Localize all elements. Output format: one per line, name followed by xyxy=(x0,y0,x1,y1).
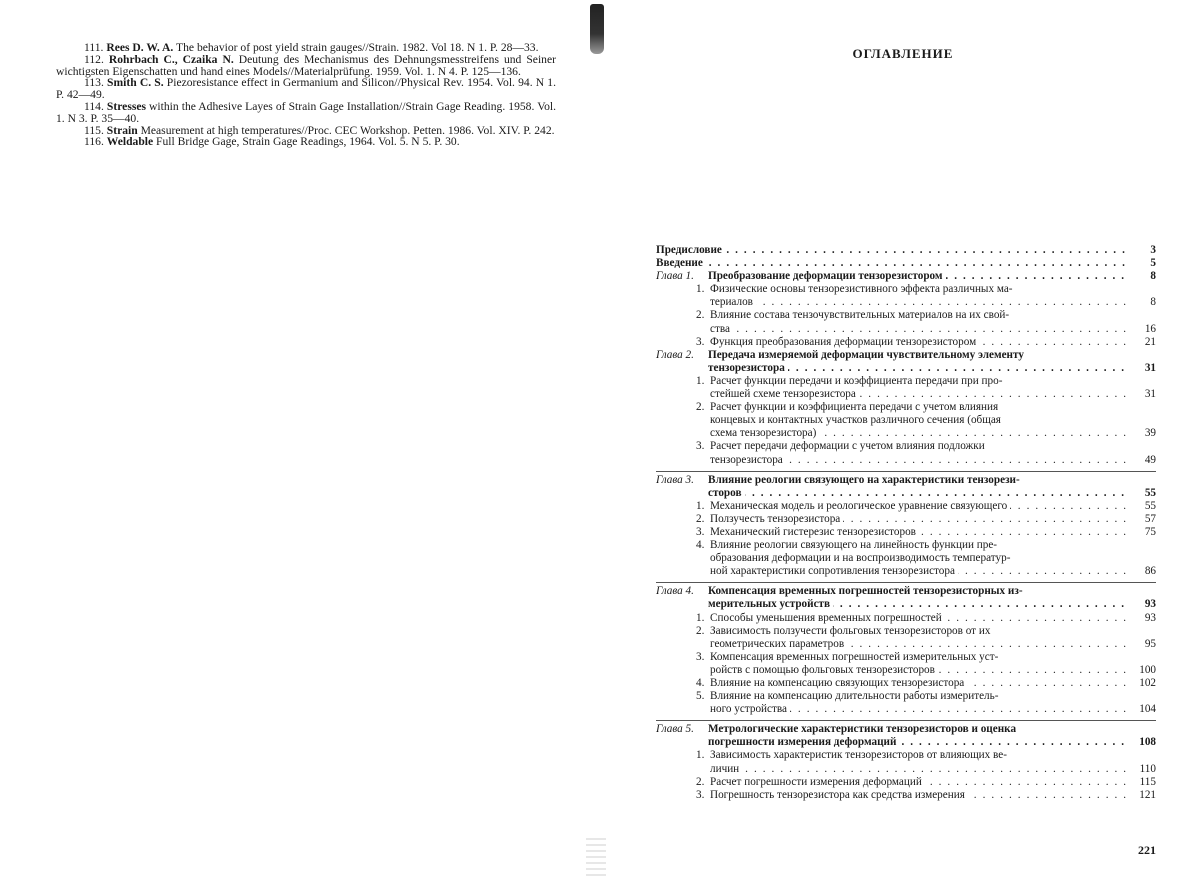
section-title-line: Влияние реологии связующего на линейность функции пре- xyxy=(710,539,998,552)
toc-entry-text xyxy=(710,388,1130,401)
section-title xyxy=(710,336,1156,349)
toc-entry-text xyxy=(710,500,1130,513)
toc-page-number: 86 xyxy=(1144,565,1156,578)
section-title-last-line[interactable] xyxy=(710,323,1156,336)
toc-section[interactable] xyxy=(656,651,1156,677)
reference-author: Rees D. W. A. xyxy=(106,41,174,54)
toc-page-number: 110 xyxy=(1139,762,1156,775)
toc-page-number: 75 xyxy=(1144,525,1156,538)
toc-section[interactable] xyxy=(656,309,1156,335)
chapter-title xyxy=(708,723,1156,749)
section-title-last-line[interactable] xyxy=(710,763,1156,776)
section-number: 2. xyxy=(696,309,705,322)
toc-section[interactable] xyxy=(656,336,1156,349)
toc-page-number: 16 xyxy=(1144,322,1156,335)
section-title-last-line[interactable] xyxy=(710,638,1156,651)
chapter-divider xyxy=(656,471,1156,472)
section-title-line: Зависимость характеристик тензорезисторов от влияющих ве- xyxy=(710,749,1007,762)
reference-text xyxy=(56,101,556,125)
gutter-scan-noise xyxy=(586,838,606,878)
toc-entry-label: Погрешность тензорезистора как средства измерения xyxy=(710,789,968,801)
toc-entry-text xyxy=(710,638,1130,651)
toc-entry-label: Преобразование деформации тензорезистором xyxy=(708,270,946,282)
reference-number: 111. xyxy=(84,41,107,54)
section-title-last-line[interactable] xyxy=(710,789,1156,802)
section-title-last-line[interactable] xyxy=(710,565,1156,578)
section-title xyxy=(710,789,1156,802)
toc-entry-label: схема тензорезистора) xyxy=(710,427,819,439)
section-number: 3. xyxy=(696,650,705,663)
toc-page-number: 104 xyxy=(1139,703,1156,716)
section-title xyxy=(710,612,1156,625)
reference-item xyxy=(56,54,556,78)
toc-chapter xyxy=(656,474,1156,579)
toc-entry-text xyxy=(710,427,1130,440)
toc-entry-label: Механический гистерезис тензорезисторов xyxy=(710,526,919,538)
section-number: 2. xyxy=(696,624,705,637)
section-number: 3. xyxy=(696,788,705,801)
reference-item xyxy=(56,101,556,125)
section-title-line: Зависимость ползучести фольговых тензорезисторов от их xyxy=(710,624,991,637)
toc-page-number: 8 xyxy=(1150,270,1156,283)
section-title xyxy=(710,776,1156,789)
toc-entry-text xyxy=(710,612,1130,625)
toc-entry-text xyxy=(710,776,1130,789)
toc-entry-label: тензорезистора xyxy=(710,454,786,466)
section-title-last-line[interactable] xyxy=(710,427,1156,440)
toc-entry-label: Способы уменьшения временных погрешностей xyxy=(710,612,945,624)
toc-page-number: 100 xyxy=(1139,663,1156,676)
toc-page-number: 31 xyxy=(1144,361,1156,374)
chapter-title xyxy=(708,270,1156,283)
toc-entry-text xyxy=(656,257,1130,270)
reference-author: Strain xyxy=(106,123,138,137)
toc-entry-text xyxy=(710,513,1130,526)
toc-entry-label: Расчет погрешности измерения деформаций xyxy=(710,776,925,788)
section-title xyxy=(710,440,1156,466)
toc-page-number: 5 xyxy=(1150,257,1156,270)
toc-entry-label: стейшей схеме тензорезистора xyxy=(710,388,859,400)
toc-section[interactable] xyxy=(656,690,1156,716)
section-number: 3. xyxy=(696,525,705,538)
reference-body: Full Bridge Gage, Strain Gage Readings, 1964. Vol. 5. N 5. P. 30. xyxy=(153,135,460,149)
chapter-title-last-line[interactable] xyxy=(708,487,1156,500)
toc-section[interactable] xyxy=(656,625,1156,651)
toc-section[interactable] xyxy=(656,401,1156,440)
section-title xyxy=(710,401,1156,440)
section-title-last-line[interactable] xyxy=(710,526,1156,539)
toc-entry-text xyxy=(710,296,1130,309)
toc-page-number: 39 xyxy=(1144,427,1156,440)
toc-section[interactable] xyxy=(656,677,1156,690)
toc-entry-label: тензорезистора xyxy=(708,362,788,374)
reference-body: Piezoresistance effect in Germanium and Silicon//Physical Rev. 1954. Vol. 94. N 1. P. 42—49. xyxy=(56,76,556,102)
toc-entry-label: сторов xyxy=(708,487,745,499)
toc-section[interactable] xyxy=(656,539,1156,578)
toc-section[interactable] xyxy=(656,500,1156,513)
toc-page-number: 21 xyxy=(1144,335,1156,348)
section-title-line: Влияние состава тензочувствительных материалов на их свой- xyxy=(710,309,1010,322)
chapter-title-line: Передача измеряемой деформации чувствительному элементу xyxy=(708,348,1024,361)
section-title xyxy=(710,309,1156,335)
section-title-line: Расчет функции передачи и коэффициента передачи при про- xyxy=(710,374,1003,387)
section-title-last-line[interactable] xyxy=(710,703,1156,716)
section-title xyxy=(710,677,1156,690)
toc-page-number: 49 xyxy=(1144,453,1156,466)
toc-section[interactable] xyxy=(656,526,1156,539)
section-title xyxy=(710,539,1156,578)
chapter-heading[interactable] xyxy=(656,349,1156,375)
toc-page-number: 3 xyxy=(1150,244,1156,256)
toc-entry-text xyxy=(710,323,1130,336)
toc-entry-label: Функция преобразования деформации тензорезистором xyxy=(710,336,979,348)
toc-page-number: 108 xyxy=(1139,736,1156,749)
chapter-divider xyxy=(656,720,1156,721)
reference-text xyxy=(56,77,556,101)
toc-page-number: 93 xyxy=(1144,598,1156,611)
section-title-last-line[interactable] xyxy=(710,336,1156,349)
toc-entry-text xyxy=(710,789,1130,802)
toc-entry-text xyxy=(710,565,1130,578)
section-number: 1. xyxy=(696,374,705,387)
section-title-last-line[interactable] xyxy=(710,664,1156,677)
toc-entry-label: Предисловие xyxy=(656,244,725,256)
toc-entry-text xyxy=(710,454,1130,467)
references-list xyxy=(56,42,556,148)
section-title-line: Влияние на компенсацию длительности работы измеритель- xyxy=(710,690,999,703)
section-title xyxy=(710,513,1156,526)
toc-entry-text xyxy=(708,362,1130,375)
reference-number: 112. xyxy=(84,52,109,66)
toc-section[interactable] xyxy=(656,776,1156,789)
toc-section[interactable] xyxy=(656,440,1156,466)
section-title xyxy=(710,749,1156,775)
toc-section[interactable] xyxy=(656,789,1156,802)
toc-front-entry[interactable] xyxy=(656,244,1156,257)
toc-page-number: 115 xyxy=(1139,775,1156,788)
toc-page-number: 55 xyxy=(1144,499,1156,512)
toc-section[interactable] xyxy=(656,283,1156,309)
toc-section[interactable] xyxy=(656,749,1156,775)
section-number: 3. xyxy=(696,335,705,348)
toc-entry-text xyxy=(710,664,1130,677)
toc-page-number: 57 xyxy=(1144,512,1156,525)
section-number: 2. xyxy=(696,401,705,414)
reference-number: 115. xyxy=(84,123,107,137)
reference-author: Smith C. S. xyxy=(107,76,164,90)
toc-title: ОГЛАВЛЕНИЕ xyxy=(852,46,954,61)
toc-entry-label: ной характеристики сопротивления тензорезистора xyxy=(710,565,958,577)
section-title-line: концевых и контактных участков различного сечения (общая xyxy=(710,414,1001,427)
chapter-prefix: Глава 3. xyxy=(656,473,694,486)
chapter-title xyxy=(708,474,1156,500)
toc-entry-text xyxy=(656,244,1130,257)
reference-number: 113. xyxy=(84,76,108,90)
section-number: 4. xyxy=(696,539,705,552)
chapter-heading[interactable] xyxy=(656,270,1156,283)
reference-number: 116. xyxy=(84,135,107,149)
section-number: 1. xyxy=(696,499,705,512)
chapter-title-last-line[interactable] xyxy=(708,362,1156,375)
section-number: 4. xyxy=(696,677,705,689)
chapter-heading[interactable] xyxy=(656,723,1156,749)
toc-entry-label: ного устройства xyxy=(710,703,790,715)
right-page xyxy=(648,0,1158,883)
chapter-title-line: Влияние реологии связующего на характеристики тензорези- xyxy=(708,473,1020,486)
section-number: 2. xyxy=(696,512,705,525)
toc-entry-text xyxy=(708,598,1130,611)
toc-entry-text xyxy=(710,677,1130,690)
reference-text xyxy=(56,54,556,78)
toc-entry-label: Влияние на компенсацию связующих тензорезистора xyxy=(710,677,967,689)
toc-entry-text xyxy=(710,703,1130,716)
toc-chapter xyxy=(656,270,1156,349)
reference-body: Deutung des Mechanismus des Dehnungsmesstreifens und Seiner wichtigsten Eigenschatten und hand eines Models//Materialprüfung. 1959. Vol. 1. N 4. P. 125—136. xyxy=(56,52,556,78)
chapter-divider xyxy=(656,582,1156,583)
section-title xyxy=(710,651,1156,677)
reference-text xyxy=(56,136,556,148)
toc-entry-label: ства xyxy=(710,323,733,335)
chapter-prefix: Глава 1. xyxy=(656,270,694,283)
chapter-title-line: Метрологические характеристики тензорезисторов и оценка xyxy=(708,723,1017,736)
toc-section[interactable] xyxy=(656,375,1156,401)
toc-entry-label: мерительных устройств xyxy=(708,598,833,610)
reference-author: Rohrbach C., Czaika N. xyxy=(108,52,234,66)
section-title-line: Расчет передачи деформации с учетом влияния подложки xyxy=(710,440,985,453)
chapter-title-last-line[interactable] xyxy=(708,736,1156,749)
section-title xyxy=(710,625,1156,651)
toc-entry-label: териалов xyxy=(710,296,756,308)
section-number: 3. xyxy=(696,440,705,453)
chapter-heading[interactable] xyxy=(656,585,1156,611)
reference-number: 114. xyxy=(84,99,107,113)
toc-front-entry[interactable] xyxy=(656,257,1156,270)
toc-entry-text xyxy=(708,487,1130,500)
chapter-prefix: Глава 4. xyxy=(656,585,694,598)
section-title xyxy=(710,500,1156,513)
toc-entry-text xyxy=(708,736,1130,749)
section-title-line: Физические основы тензорезистивного эффекта различных ма- xyxy=(710,283,1013,296)
section-title-line: образования деформации и на воспроизводимость температур- xyxy=(710,552,1011,565)
toc-page-number: 95 xyxy=(1144,637,1156,650)
section-title-last-line[interactable] xyxy=(710,296,1156,309)
section-title-last-line[interactable] xyxy=(710,513,1156,526)
reference-body: The behavior of post yield strain gauges//Strain. 1982. Vol 18. N 1. P. 28—33. xyxy=(173,41,539,54)
toc-entry-label: личин xyxy=(710,763,742,775)
chapter-title xyxy=(708,585,1156,611)
toc-page-number: 31 xyxy=(1144,388,1156,401)
section-title-last-line[interactable] xyxy=(710,388,1156,401)
toc-chapter xyxy=(656,723,1156,802)
reference-body: Measurement at high temperatures//Proc. CEC Workshop. Petten. 1986. Vol. XIV. P. 242. xyxy=(137,123,555,137)
chapter-prefix: Глава 2. xyxy=(656,348,694,361)
toc-entry-label: геометрических параметров xyxy=(710,638,847,650)
chapter-title-line: Компенсация временных погрешностей тензорезисторных из- xyxy=(708,585,1023,598)
chapter-title xyxy=(708,349,1156,375)
toc-entry-label: Ползучесть тензорезистора xyxy=(710,513,843,525)
chapter-prefix: Глава 5. xyxy=(656,723,694,736)
section-title-last-line[interactable] xyxy=(710,612,1156,625)
toc-entry-label: Введение xyxy=(656,257,706,269)
section-number: 5. xyxy=(696,690,705,703)
toc-entry-label: ройств с помощью фольговых тензорезисторов xyxy=(710,664,938,676)
reference-item xyxy=(56,77,556,101)
toc-entry-label: погрешности измерения деформаций xyxy=(708,736,899,748)
section-title-last-line[interactable] xyxy=(710,500,1156,513)
toc-entry-label: Механическая модель и реологическое уравнение связующего xyxy=(710,500,1010,512)
section-title xyxy=(710,526,1156,539)
toc-page-number: 8 xyxy=(1150,296,1156,309)
reference-item xyxy=(56,136,556,148)
toc-entry-text xyxy=(710,763,1130,776)
section-number: 1. xyxy=(696,749,705,762)
section-title xyxy=(710,283,1156,309)
section-title xyxy=(710,690,1156,716)
reference-author: Weldable xyxy=(106,135,154,149)
gutter-binding-mark xyxy=(590,4,604,54)
toc-section[interactable] xyxy=(656,612,1156,625)
section-title-last-line[interactable] xyxy=(710,677,1156,690)
chapter-title-last-line[interactable] xyxy=(708,598,1156,611)
toc-entry-text xyxy=(710,526,1130,539)
section-number: 1. xyxy=(696,611,705,624)
toc-page-number: 102 xyxy=(1139,677,1156,689)
toc-chapter xyxy=(656,349,1156,467)
toc-page-number: 55 xyxy=(1144,486,1156,499)
section-title-last-line[interactable] xyxy=(710,776,1156,789)
toc-page-number: 121 xyxy=(1139,788,1156,801)
toc-entry-text xyxy=(708,270,1130,283)
toc-chapter xyxy=(656,585,1156,716)
section-title xyxy=(710,375,1156,401)
toc-section[interactable] xyxy=(656,513,1156,526)
reference-author: Stresses xyxy=(106,99,146,113)
section-title-last-line[interactable] xyxy=(710,454,1156,467)
section-number: 1. xyxy=(696,283,705,296)
section-title-line: Расчет функции и коэффициента передачи с учетом влияния xyxy=(710,401,999,414)
section-number: 2. xyxy=(696,775,705,788)
chapter-title-last-line[interactable] xyxy=(708,270,1156,283)
toc-page-number: 93 xyxy=(1144,611,1156,624)
toc-entry-text xyxy=(710,336,1130,349)
section-title-line: Компенсация временных погрешностей измерительных уст- xyxy=(710,650,999,663)
chapter-heading[interactable] xyxy=(656,474,1156,500)
reference-body: within the Adhesive Layes of Strain Gage Installation//Strain Gage Reading. 1958. Vol. 1. N 3. P. 35—40. xyxy=(56,99,556,125)
page-number: 221 xyxy=(1138,843,1156,857)
table-of-contents xyxy=(656,244,1156,802)
